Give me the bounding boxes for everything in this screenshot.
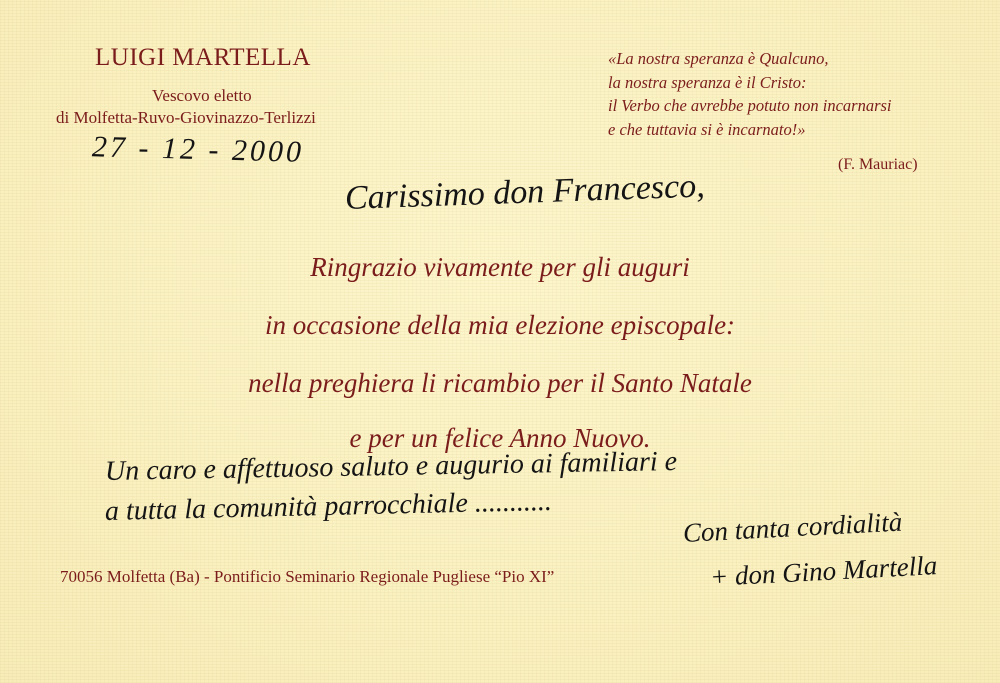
message-line: nella preghiera li ricambio per il Santo Natale <box>248 368 752 398</box>
quote-line: e che tuttavia si è incarnato!» <box>608 119 806 139</box>
handwritten-line: a tutta la comunità parrocchiale ........... <box>104 485 553 527</box>
handwritten-line: Un caro e affettuoso saluto e augurio ai familiari e <box>104 446 678 487</box>
sender-name: LUIGI MARTELLA <box>95 44 311 71</box>
footer-address: 70056 Molfetta (Ba) - Pontificio Seminario Regionale Pugliese “Pio XI” <box>60 567 555 586</box>
handwritten-closing: Con tanta cordialità <box>682 506 903 548</box>
quote-block <box>608 47 892 141</box>
sender-diocese: di Molfetta-Ruvo-Giovinazzo-Terlizzi <box>56 108 316 127</box>
quote-author: (F. Mauriac) <box>838 156 918 173</box>
quote-line: il Verbo che avrebbe potuto non incarnarsi <box>608 96 892 115</box>
sender-role: Vescovo eletto <box>152 86 252 105</box>
message-line: in occasione della mia elezione episcopale: <box>264 310 736 340</box>
message-line: Ringrazio vivamente per gli auguri <box>310 252 690 282</box>
handwritten-signature: + don Gino Martella <box>709 550 938 592</box>
quote-line: «La nostra speranza è Qualcuno, <box>608 49 829 68</box>
quote-line: la nostra speranza è il Cristo: <box>608 72 807 92</box>
message-line: e per un felice Anno Nuovo. <box>349 423 651 453</box>
handwritten-salutation: Carissimo don Francesco, <box>344 167 706 217</box>
handwritten-date: 27 - 12 - 2000 <box>91 130 305 169</box>
